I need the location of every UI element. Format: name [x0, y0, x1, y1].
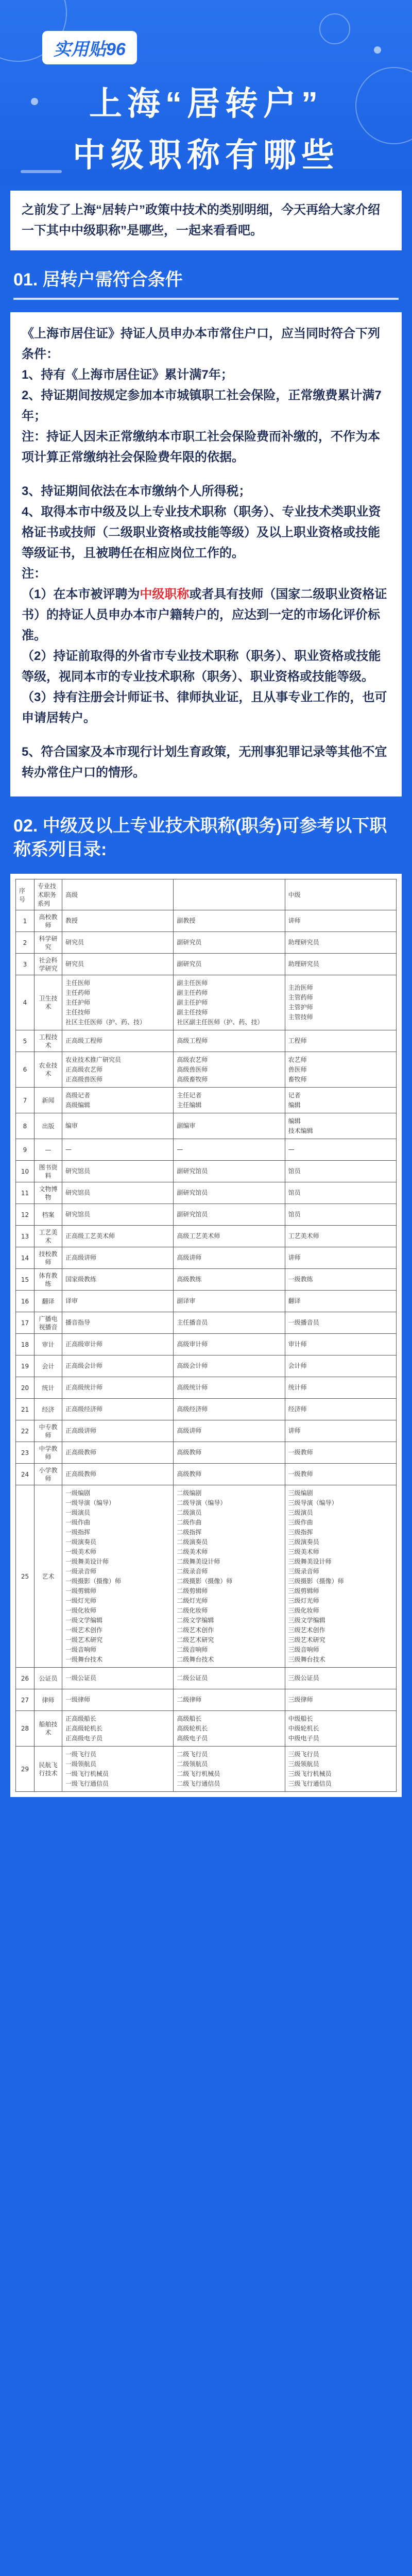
- associate-senior-title-cell: 二级飞行员 二级领航员 二级飞行机械员 二级飞行通信员: [174, 1747, 285, 1792]
- intermediate-title-cell: 馆员: [285, 1204, 396, 1226]
- series-cell: 船舶技术: [35, 1711, 62, 1747]
- table-row: [16, 932, 397, 954]
- table-row: [16, 1113, 397, 1139]
- row-number-cell: 8: [16, 1113, 35, 1139]
- senior-title-cell: —: [62, 1139, 174, 1161]
- condition-paragraph: 4、取得本市中级及以上专业技术职称（职务）、专业技术类职业资格证书或技师（二级职业资格或技能等级）及以上职业资格或技能等级证书，且被聘任在相应岗位工作的。: [22, 505, 381, 560]
- row-number-cell: 16: [16, 1291, 35, 1312]
- row-number-cell: 5: [16, 1030, 35, 1052]
- senior-title-cell: 高级记者 高级编辑: [62, 1088, 174, 1113]
- row-number-cell: 17: [16, 1312, 35, 1334]
- series-cell: 新闻: [35, 1088, 62, 1113]
- intermediate-title-cell: 统计师: [285, 1377, 396, 1399]
- senior-title-cell: 研究馆员: [62, 1204, 174, 1226]
- condition-paragraph: 5、符合国家及本市现行计划生育政策，无刑事犯罪记录等其他不宜转办常住户口的情形。: [22, 745, 387, 779]
- associate-senior-title-cell: 高级统计师: [174, 1377, 285, 1399]
- associate-senior-title-cell: 副研究员: [174, 932, 285, 954]
- row-number-cell: 6: [16, 1052, 35, 1088]
- row-number-cell: 21: [16, 1399, 35, 1420]
- series-cell: —: [35, 1139, 62, 1161]
- header-cell: 专业技术职务系列: [35, 879, 62, 910]
- senior-title-cell: 教授: [62, 910, 174, 932]
- associate-senior-title-cell: 副主任医师 副主任药师 副主任护师 副主任技师 社区副主任医师（护、药、技）: [174, 975, 285, 1030]
- series-cell: 科学研究: [35, 932, 62, 954]
- row-number-cell: 4: [16, 975, 35, 1030]
- row-number-cell: 12: [16, 1204, 35, 1226]
- associate-senior-title-cell: 副译审: [174, 1291, 285, 1312]
- header-cell: 中级: [285, 879, 396, 910]
- table-row: [16, 1689, 397, 1711]
- associate-senior-title-cell: 高级教师: [174, 1464, 285, 1485]
- series-cell: 审计: [35, 1334, 62, 1355]
- associate-senior-title-cell: 高级农艺师 高级兽医师 高级畜牧师: [174, 1052, 285, 1088]
- senior-title-cell: 正高级教师: [62, 1442, 174, 1464]
- row-number-cell: 3: [16, 954, 35, 975]
- condition-paragraph: （3）持有注册会计师证书、律师执业证，且从事专业工作的，也可申请居转户。: [22, 690, 387, 725]
- hero-banner: [0, 0, 412, 185]
- row-number-cell: 24: [16, 1464, 35, 1485]
- table-row: [16, 1247, 397, 1269]
- highlight-text: 中级职称: [140, 587, 190, 601]
- table-row: [16, 1442, 397, 1464]
- row-number-cell: 29: [16, 1747, 35, 1792]
- intermediate-title-cell: 一级播音员: [285, 1312, 396, 1334]
- title-table-card: [10, 874, 402, 1797]
- associate-senior-title-cell: 高级工程师: [174, 1030, 285, 1052]
- intermediate-title-cell: 三级飞行员 三级领航员 三级飞行机械员 三级飞行通信员: [285, 1747, 396, 1792]
- intermediate-title-cell: 工艺美术师: [285, 1226, 396, 1247]
- table-row: [16, 1182, 397, 1204]
- section1-heading: 01. 居转户需符合条件: [13, 270, 183, 290]
- table-row: [16, 1355, 397, 1377]
- intermediate-title-cell: 助理研究员: [285, 932, 396, 954]
- associate-senior-title-cell: —: [174, 1139, 285, 1161]
- senior-title-cell: 播音指导: [62, 1312, 174, 1334]
- series-cell: 社会科学研究: [35, 954, 62, 975]
- table-header-row: [16, 879, 397, 910]
- series-cell: 广播电视播音: [35, 1312, 62, 1334]
- senior-title-cell: 一级公证员: [62, 1668, 174, 1689]
- table-row: [16, 1334, 397, 1355]
- associate-senior-title-cell: 二级公证员: [174, 1668, 285, 1689]
- senior-title-cell: 研究员: [62, 932, 174, 954]
- series-cell: 技校教师: [35, 1247, 62, 1269]
- row-number-cell: 22: [16, 1420, 35, 1442]
- section-divider: [13, 298, 399, 300]
- series-cell: 中学教师: [35, 1442, 62, 1464]
- row-number-cell: 15: [16, 1269, 35, 1291]
- row-number-cell: 1: [16, 910, 35, 932]
- associate-senior-title-cell: 副研究馆员: [174, 1161, 285, 1182]
- senior-title-cell: 一级律师: [62, 1689, 174, 1711]
- intermediate-title-cell: 一级教师: [285, 1464, 396, 1485]
- table-row: [16, 1052, 397, 1088]
- hero-title-line2: 中级职称有哪些: [73, 137, 339, 174]
- senior-title-cell: 主任医师 主任药师 主任护师 主任技师 社区主任医师（护、药、技）: [62, 975, 174, 1030]
- table-row: [16, 1226, 397, 1247]
- paragraph-gap: [22, 728, 390, 742]
- series-cell: 经济: [35, 1399, 62, 1420]
- senior-title-cell: 编审: [62, 1113, 174, 1139]
- row-number-cell: 14: [16, 1247, 35, 1269]
- intermediate-title-cell: 主治医师 主管药师 主管护师 主管技师: [285, 975, 396, 1030]
- table-row: [16, 1711, 397, 1747]
- intermediate-title-cell: 讲师: [285, 1420, 396, 1442]
- associate-senior-title-cell: 二级律师: [174, 1689, 285, 1711]
- title-series-table: [15, 879, 397, 1792]
- condition-paragraph: （2）持证前取得的外省市专业技术职称（职务）、职业资格或技能等级，视同本市的专业技术职称（职务）、职业资格或技能等级。: [22, 649, 381, 684]
- header-cell: 序号: [16, 879, 35, 910]
- senior-title-cell: 正高级工程师: [62, 1030, 174, 1052]
- intermediate-title-cell: 编辑 技术编辑: [285, 1113, 396, 1139]
- table-row: [16, 1030, 397, 1052]
- series-cell: 律师: [35, 1689, 62, 1711]
- table-row: [16, 1485, 397, 1668]
- table-row: [16, 1399, 397, 1420]
- table-row: [16, 975, 397, 1030]
- senior-title-cell: 一级飞行员 一级领航员 一级飞行机械员 一级飞行通信员: [62, 1747, 174, 1792]
- condition-paragraph: 注：: [22, 567, 46, 581]
- series-cell: 档案: [35, 1204, 62, 1226]
- decorative-ring: [319, 13, 350, 44]
- associate-senior-title-cell: 副研究员: [174, 954, 285, 975]
- intermediate-title-cell: 讲师: [285, 910, 396, 932]
- series-cell: 艺术: [35, 1485, 62, 1668]
- series-badge: 实用贴96: [42, 31, 137, 64]
- table-row: [16, 1312, 397, 1334]
- senior-title-cell: 正高级会计师: [62, 1355, 174, 1377]
- row-number-cell: 10: [16, 1161, 35, 1182]
- senior-title-cell: 正高级讲师: [62, 1247, 174, 1269]
- intermediate-title-cell: 讲师: [285, 1247, 396, 1269]
- intermediate-title-cell: —: [285, 1139, 396, 1161]
- condition-paragraph: 1、持有《上海市居住证》累计满7年；: [22, 368, 233, 382]
- senior-title-cell: 正高级审计师: [62, 1334, 174, 1355]
- associate-senior-title-cell: 高级会计师: [174, 1355, 285, 1377]
- intermediate-title-cell: 审计师: [285, 1334, 396, 1355]
- series-cell: 会计: [35, 1355, 62, 1377]
- associate-senior-title-cell: 高级讲师: [174, 1420, 285, 1442]
- table-row: [16, 1088, 397, 1113]
- row-number-cell: 23: [16, 1442, 35, 1464]
- series-cell: 图书资料: [35, 1161, 62, 1182]
- condition-paragraph: 注：持证人因未正常缴纳本市职工社会保险费而补缴的，不作为本项计算正常缴纳社会保险费年限的依据。: [22, 430, 380, 464]
- series-cell: 民航飞行技术: [35, 1747, 62, 1792]
- associate-senior-title-cell: 二级编剧 二级导演（编导） 二级演员 二级作曲 二级指挥 二级演奏员 二级美术师 二级舞美设计师 二级录音师 二级摄影（摄像）师 二级剪辑师 二级灯光师 二级化妆师 二级文学编辑 二级艺术创作 二级艺术研究 二级音响师 二级舞台技术: [174, 1485, 285, 1668]
- series-cell: 农业技术: [35, 1052, 62, 1088]
- intermediate-title-cell: 经济师: [285, 1399, 396, 1420]
- condition-paragraph: 《上海市居住证》持证人员申办本市常住户口，应当同时符合下列条件：: [22, 327, 380, 361]
- series-cell: 翻译: [35, 1291, 62, 1312]
- intermediate-title-cell: 一级教师: [285, 1442, 396, 1464]
- series-cell: 文物博物: [35, 1182, 62, 1204]
- decorative-dot: [374, 46, 381, 54]
- intermediate-title-cell: 翻译: [285, 1291, 396, 1312]
- senior-title-cell: 正高级工艺美术师: [62, 1226, 174, 1247]
- senior-title-cell: 正高级船长 正高级轮机长 正高级电子员: [62, 1711, 174, 1747]
- intermediate-title-cell: 馆员: [285, 1161, 396, 1182]
- row-number-cell: 28: [16, 1711, 35, 1747]
- row-number-cell: 11: [16, 1182, 35, 1204]
- intermediate-title-cell: 一级教练: [285, 1269, 396, 1291]
- table-row: [16, 1420, 397, 1442]
- associate-senior-title-cell: 高级审计师: [174, 1334, 285, 1355]
- senior-title-cell: 译审: [62, 1291, 174, 1312]
- condition-paragraph: （1）在本市被评聘为中级职称或者具有技师（国家二级职业资格证书）的持证人员申办本市户籍转户的，应达到一定的市场化评价标准。: [22, 587, 387, 642]
- series-cell: 统计: [35, 1377, 62, 1399]
- associate-senior-title-cell: 副教授: [174, 910, 285, 932]
- associate-senior-title-cell: 高级经济师: [174, 1399, 285, 1420]
- senior-title-cell: 正高级经济师: [62, 1399, 174, 1420]
- paragraph-gap: [22, 468, 390, 481]
- row-number-cell: 25: [16, 1485, 35, 1668]
- associate-senior-title-cell: 高级讲师: [174, 1247, 285, 1269]
- row-number-cell: 18: [16, 1334, 35, 1355]
- series-cell: 体育教练: [35, 1269, 62, 1291]
- row-number-cell: 19: [16, 1355, 35, 1377]
- table-row: [16, 1139, 397, 1161]
- row-number-cell: 27: [16, 1689, 35, 1711]
- intermediate-title-cell: 农艺师 兽医师 畜牧师: [285, 1052, 396, 1088]
- table-row: [16, 1377, 397, 1399]
- series-cell: 公证员: [35, 1668, 62, 1689]
- intermediate-title-cell: 三级编剧 三级导演（编导） 三级演员 三级作曲 三级指挥 三级演奏员 三级美术师 三级舞美设计师 三级录音师 三级摄影（摄像）师 三级剪辑师 三级灯光师 三级化妆师 三级文学编辑 三级艺术创作 三级艺术研究 三级音响师 三级舞台技术: [285, 1485, 396, 1668]
- section2-heading: 02. 中级及以上专业技术职称(职务)可参考以下职称系列目录:: [13, 816, 387, 859]
- intermediate-title-cell: 三级律师: [285, 1689, 396, 1711]
- associate-senior-title-cell: 高级船长 高级轮机长 高级电子员: [174, 1711, 285, 1747]
- intermediate-title-cell: 三级公证员: [285, 1668, 396, 1689]
- senior-title-cell: 一级编剧 一级导演（编导） 一级演员 一级作曲 一级指挥 一级演奏员 一级美术师 一级舞美设计师 一级录音师 一级摄影（摄像）师 一级剪辑师 一级灯光师 一级化妆师 一级文学编辑 一级艺术创作 一级艺术研究 一级音响师 一级舞台技术: [62, 1485, 174, 1668]
- associate-senior-title-cell: 副研究馆员: [174, 1204, 285, 1226]
- series-cell: 工艺美术: [35, 1226, 62, 1247]
- condition-paragraph: 2、持证期间按规定参加本市城镇职工社会保险，正常缴费累计满7年；: [22, 388, 382, 423]
- row-number-cell: 7: [16, 1088, 35, 1113]
- condition-paragraph: 3、持证期间依法在本市缴纳个人所得税；: [22, 484, 251, 498]
- table-row: [16, 910, 397, 932]
- senior-title-cell: 正高级讲师: [62, 1420, 174, 1442]
- series-cell: 中专教师: [35, 1420, 62, 1442]
- intro-paragraph: 之前发了上海“居转户”政策中技术的类别明细，今天再给大家介绍一下其中中级职称”是哪些，一起来看看吧。: [10, 191, 402, 250]
- series-cell: 卫生技术: [35, 975, 62, 1030]
- senior-title-cell: 研究员: [62, 954, 174, 975]
- table-row: [16, 954, 397, 975]
- series-cell: 高校教师: [35, 910, 62, 932]
- associate-senior-title-cell: 高级教师: [174, 1442, 285, 1464]
- row-number-cell: 13: [16, 1226, 35, 1247]
- table-row: [16, 1464, 397, 1485]
- table-row: [16, 1668, 397, 1689]
- senior-title-cell: 农业技术推广研究员 正高级农艺师 正高级兽医师: [62, 1052, 174, 1088]
- table-row: [16, 1161, 397, 1182]
- decorative-dash: [21, 170, 62, 173]
- row-number-cell: 2: [16, 932, 35, 954]
- header-cell: 高级: [62, 879, 174, 910]
- associate-senior-title-cell: 高级教练: [174, 1269, 285, 1291]
- table-row: [16, 1291, 397, 1312]
- intermediate-title-cell: 中级船长 中级轮机长 中级电子员: [285, 1711, 396, 1747]
- senior-title-cell: 研究馆员: [62, 1161, 174, 1182]
- associate-senior-title-cell: 主任记者 主任编辑: [174, 1088, 285, 1113]
- intermediate-title-cell: 助理研究员: [285, 954, 396, 975]
- series-cell: 小学教师: [35, 1464, 62, 1485]
- associate-senior-title-cell: 副编审: [174, 1113, 285, 1139]
- row-number-cell: 20: [16, 1377, 35, 1399]
- hero-title-line1: 上海“居转户”: [89, 85, 323, 122]
- row-number-cell: 26: [16, 1668, 35, 1689]
- associate-senior-title-cell: 主任播音员: [174, 1312, 285, 1334]
- row-number-cell: 9: [16, 1139, 35, 1161]
- senior-title-cell: 正高级教师: [62, 1464, 174, 1485]
- intermediate-title-cell: 工程师: [285, 1030, 396, 1052]
- series-cell: 工程技术: [35, 1030, 62, 1052]
- senior-title-cell: 正高级统计师: [62, 1377, 174, 1399]
- table-row: [16, 1747, 397, 1792]
- table-row: [16, 1204, 397, 1226]
- conditions-card: [10, 312, 402, 796]
- intermediate-title-cell: 记者 编辑: [285, 1088, 396, 1113]
- table-row: [16, 1269, 397, 1291]
- associate-senior-title-cell: 副研究馆员: [174, 1182, 285, 1204]
- series-cell: 出版: [35, 1113, 62, 1139]
- intermediate-title-cell: 会计师: [285, 1355, 396, 1377]
- senior-title-cell: 国家级教练: [62, 1269, 174, 1291]
- header-cell: [174, 879, 285, 910]
- senior-title-cell: 研究馆员: [62, 1182, 174, 1204]
- intermediate-title-cell: 馆员: [285, 1182, 396, 1204]
- associate-senior-title-cell: 高级工艺美术师: [174, 1226, 285, 1247]
